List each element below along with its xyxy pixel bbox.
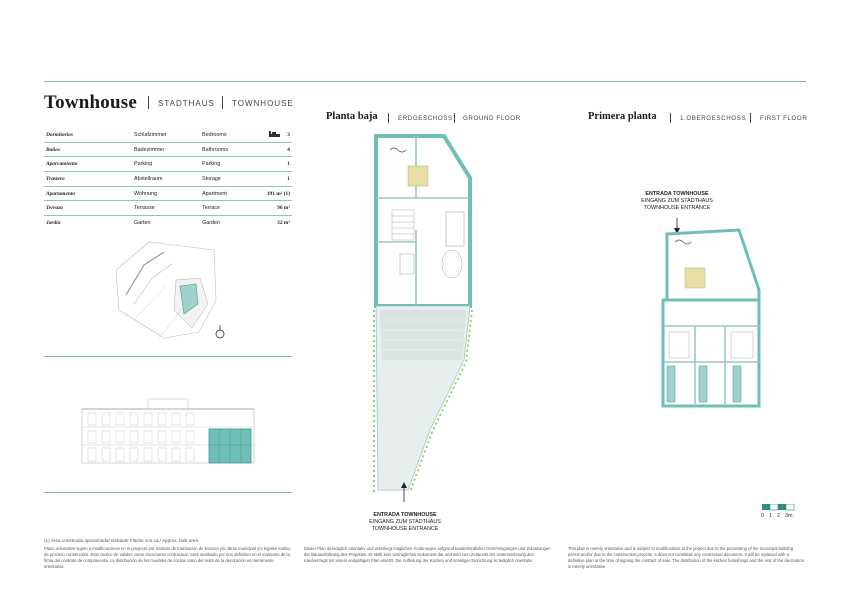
- room-label-en: Bedrooms: [202, 132, 227, 138]
- room-label-de: Garten: [134, 220, 151, 227]
- room-label-es: Terraza: [46, 205, 63, 212]
- room-value: 191 m² (1): [266, 190, 290, 197]
- compass-icon: [215, 325, 225, 344]
- title-divider: [388, 113, 389, 123]
- title-divider: [670, 113, 671, 123]
- room-label-en: Parking: [202, 161, 221, 168]
- ground-floor-sub-german: ERDGESCHOSS: [398, 115, 453, 122]
- disclaimer-es: Plano orientativo sujeto a modificaciones en el proyecto por motivos de tramitación de licencia y/u obras municipal y/o legales motivo de proceso constructivo. Este carece de validez como documento contractual. Será sustituido por uno definitivo en el momento de la firma del contrato de compraventa. La distribución de los muebles de cocina como del resto de la decoración es meramente orientativa.: [44, 546, 291, 569]
- first-floor-sub-english: FIRST FLOOR: [760, 115, 808, 122]
- ground-floor-sub-english: GROUND FLOOR: [463, 115, 521, 122]
- room-label-es: Trastero: [46, 176, 65, 183]
- entrance-label-de: EINGANG ZUM STADTHAUS: [641, 198, 713, 204]
- scale-label: 0: [761, 513, 765, 519]
- room-label-es: Baños: [46, 146, 61, 153]
- page-title: Townhouse: [44, 92, 137, 113]
- room-label-en: Storage: [202, 176, 221, 183]
- table-row: [44, 187, 292, 202]
- room-value: 32 m²: [277, 220, 290, 227]
- disclaimer-de: Dieser Plan ist lediglich orientativ und unterliegt möglichen Änderungen aufgrund baubehördlicher Genehmigungen und Zulassungen der Bauausführung des Projektes. Er stellt kein vertragliches Dokument dar und wird zum Zeitpunkt der Unterzeichnung des Kaufvertrags mit einem endgültigen Plan ersetzt. Die Aufteilung der Küchen und sonstiger Einrichtung ist lediglich orientativ.: [304, 546, 551, 563]
- entrance-label-ground: [360, 512, 450, 533]
- section-rule: [44, 492, 292, 493]
- room-label-de: Schlafzimmer: [134, 132, 167, 138]
- scale-label: 3m: [785, 513, 793, 519]
- table-row: [44, 201, 292, 216]
- table-row: [44, 143, 292, 158]
- section-rule: [44, 356, 292, 357]
- room-label-en: Bathrooms: [202, 146, 229, 153]
- room-label-es: Dormitorios: [46, 132, 73, 138]
- ground-floor-title: Planta baja: [326, 111, 378, 122]
- first-floor-title: Primera planta: [588, 111, 657, 122]
- entrance-label-en: TOWNHOUSE ENTRANCE: [371, 526, 439, 532]
- room-label-es: Jardín: [46, 220, 61, 227]
- room-value: 3: [287, 132, 290, 138]
- room-label-de: Badezimmer: [134, 146, 165, 153]
- subtitle-german: STADTHAUS: [158, 99, 215, 108]
- header-rule: [44, 81, 806, 82]
- subtitle-english: TOWNHOUSE: [232, 99, 294, 108]
- bed-icon: [269, 131, 280, 140]
- room-value: 1: [287, 176, 290, 183]
- room-label-en: Terrace: [202, 205, 220, 212]
- ground-floor-plan: [370, 130, 480, 510]
- table-row: [44, 157, 292, 172]
- room-label-es: Apartamento: [46, 190, 76, 197]
- entrance-label-first: [632, 191, 722, 212]
- scale-bar: [762, 504, 796, 512]
- room-label-de: Wohnung: [134, 190, 157, 197]
- table-row: [44, 216, 292, 230]
- elevation-drawing: [78, 395, 258, 465]
- room-label-de: Abstellraum: [134, 176, 163, 183]
- entrance-label-es: ENTRADA TOWNHOUSE: [645, 191, 709, 197]
- title-divider: [750, 113, 751, 123]
- room-label-es: Aparcamiento: [46, 161, 78, 168]
- entrance-label-en: TOWNHOUSE ENTRANCE: [643, 205, 711, 211]
- room-value: 96 m²: [277, 205, 290, 212]
- title-divider: [148, 96, 149, 109]
- first-floor-sub-german: 1.OBERGESCHOSS: [680, 115, 747, 122]
- room-label-de: Parking: [134, 161, 153, 168]
- room-label-de: Terrasse: [134, 205, 155, 212]
- disclaimer-en: This plan is merely orientative and is subject to modifications to the project due to the processing of the municipal building permit and/or due to the construction process. It does not constitute any contractual document. It will be replaced with a definitive plan at the time of signing the contract of sale. The distribution of the kitchen furnishings and the rest of the decoration is merely orientative.: [568, 546, 804, 569]
- title-divider: [222, 96, 223, 109]
- room-value: 4: [287, 146, 290, 153]
- table-row: [44, 172, 292, 187]
- first-floor-plan: [655, 212, 775, 412]
- title-divider: [454, 113, 455, 123]
- footnote: (1) Área construida aproximada/ Gebaute Fläche von ca./ Approx. built area: [44, 538, 198, 543]
- scale-label: 1: [769, 513, 773, 519]
- entrance-label-es: ENTRADA TOWNHOUSE: [373, 512, 437, 518]
- room-label-en: Garden: [202, 220, 220, 227]
- room-label-en: Apartment: [202, 190, 227, 197]
- scale-label: 2: [777, 513, 781, 519]
- entrance-label-de: EINGANG ZUM STADTHAUS: [369, 519, 441, 525]
- table-row: [44, 128, 292, 143]
- room-value: 1: [287, 161, 290, 168]
- room-table: [44, 128, 292, 230]
